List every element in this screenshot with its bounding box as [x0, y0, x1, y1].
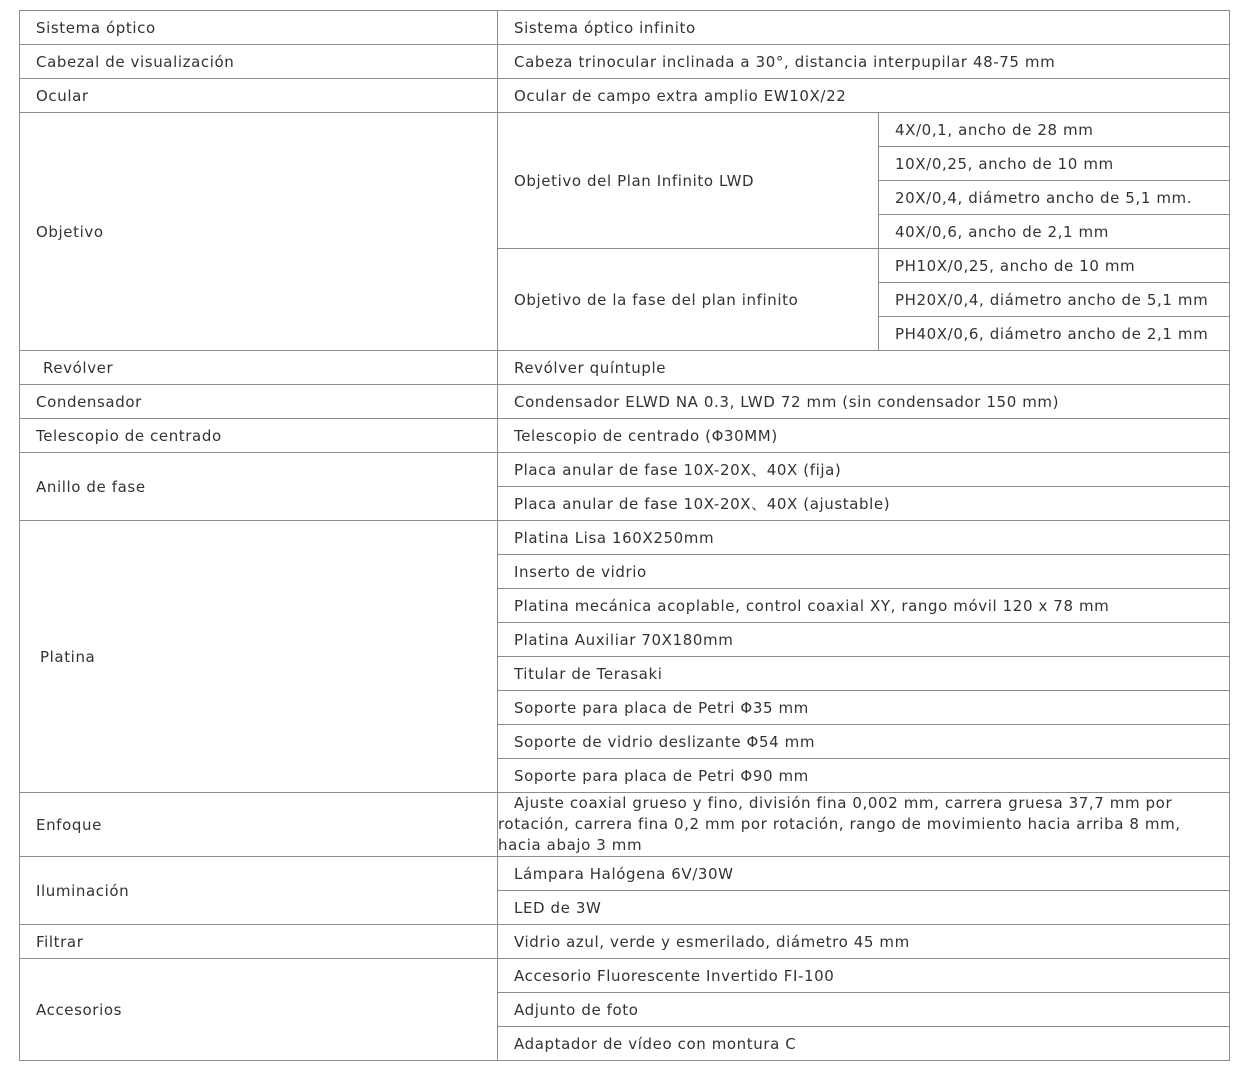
spec-label: Accesorios	[20, 959, 498, 1061]
spec-value: Cabeza trinocular inclinada a 30°, distancia interpupilar 48-75 mm	[498, 45, 1230, 79]
objective-item: 40X/0,6, ancho de 2,1 mm	[879, 215, 1230, 249]
spec-value: Soporte de vidrio deslizante Φ54 mm	[498, 725, 1230, 759]
spec-value: Accesorio Fluorescente Invertido FI-100	[498, 959, 1230, 993]
spec-label: Revólver	[20, 351, 498, 385]
spec-value: Placa anular de fase 10X-20X、40X (ajustable)	[498, 487, 1230, 521]
spec-value: Platina Auxiliar 70X180mm	[498, 623, 1230, 657]
spec-label: Ocular	[20, 79, 498, 113]
spec-label: Condensador	[20, 385, 498, 419]
spec-value: Lámpara Halógena 6V/30W	[498, 857, 1230, 891]
spec-value: Adaptador de vídeo con montura C	[498, 1027, 1230, 1061]
spec-value: Sistema óptico infinito	[498, 11, 1230, 45]
table-row	[20, 351, 1230, 385]
spec-value: Ajuste coaxial grueso y fino, división fina 0,002 mm, carrera gruesa 37,7 mm por rotación, carrera fina 0,2 mm por rotación, rango de movimiento hacia arriba 8 mm, hacia abajo 3 mm	[498, 793, 1230, 857]
spec-value: Vidrio azul, verde y esmerilado, diámetro 45 mm	[498, 925, 1230, 959]
table-row	[20, 113, 1230, 147]
spec-label: Iluminación	[20, 857, 498, 925]
table-row	[20, 959, 1230, 993]
objective-item: PH40X/0,6, diámetro ancho de 2,1 mm	[879, 317, 1230, 351]
spec-value: Soporte para placa de Petri Φ90 mm	[498, 759, 1230, 793]
objective-item: PH10X/0,25, ancho de 10 mm	[879, 249, 1230, 283]
spec-label: Enfoque	[20, 793, 498, 857]
spec-label: Objetivo	[20, 113, 498, 351]
spec-value: Condensador ELWD NA 0.3, LWD 72 mm (sin condensador 150 mm)	[498, 385, 1230, 419]
objective-item: 20X/0,4, diámetro ancho de 5,1 mm.	[879, 181, 1230, 215]
spec-value: Soporte para placa de Petri Φ35 mm	[498, 691, 1230, 725]
table-row	[20, 419, 1230, 453]
spec-label: Cabezal de visualización	[20, 45, 498, 79]
objective-item: 4X/0,1, ancho de 28 mm	[879, 113, 1230, 147]
spec-label: Platina	[20, 521, 498, 793]
spec-label: Sistema óptico	[20, 11, 498, 45]
spec-table	[19, 10, 1230, 1061]
spec-value: Platina Lisa 160X250mm	[498, 521, 1230, 555]
spec-label: Telescopio de centrado	[20, 419, 498, 453]
spec-label: Filtrar	[20, 925, 498, 959]
table-row	[20, 453, 1230, 487]
spec-value: LED de 3W	[498, 891, 1230, 925]
spec-value: Titular de Terasaki	[498, 657, 1230, 691]
table-row	[20, 793, 1230, 857]
spec-value: Telescopio de centrado (Φ30MM)	[498, 419, 1230, 453]
spec-value: Adjunto de foto	[498, 993, 1230, 1027]
spec-value: Platina mecánica acoplable, control coaxial XY, rango móvil 120 x 78 mm	[498, 589, 1230, 623]
spec-label: Anillo de fase	[20, 453, 498, 521]
spec-value: Inserto de vidrio	[498, 555, 1230, 589]
table-row	[20, 45, 1230, 79]
table-row	[20, 857, 1230, 891]
spec-value: Placa anular de fase 10X-20X、40X (fija)	[498, 453, 1230, 487]
objective-group-name: Objetivo de la fase del plan infinito	[498, 249, 879, 351]
objective-item: PH20X/0,4, diámetro ancho de 5,1 mm	[879, 283, 1230, 317]
spec-value: Revólver quíntuple	[498, 351, 1230, 385]
table-row	[20, 79, 1230, 113]
table-row	[20, 521, 1230, 555]
table-row	[20, 385, 1230, 419]
objective-group-name: Objetivo del Plan Infinito LWD	[498, 113, 879, 249]
spec-value: Ocular de campo extra amplio EW10X/22	[498, 79, 1230, 113]
table-row	[20, 11, 1230, 45]
objective-item: 10X/0,25, ancho de 10 mm	[879, 147, 1230, 181]
table-row	[20, 925, 1230, 959]
